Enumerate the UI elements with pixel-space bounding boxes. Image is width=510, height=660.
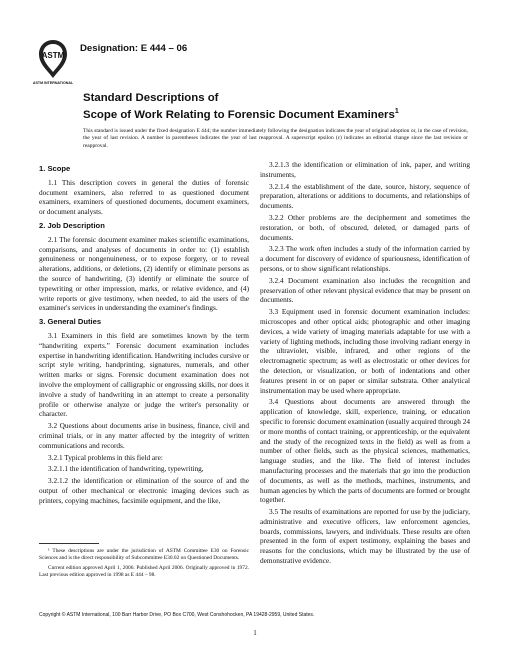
page-number: 1 <box>253 629 257 637</box>
section-heading-job-description: 2. Job Description <box>39 220 105 230</box>
document-title <box>83 92 483 122</box>
paragraph: 3.4 Questions about documents are answered through the application of knowledge, skill, experience, training, or education specific to forensic document examination (usually acquired through 24 or more months of contact training, or apprenticeship, or the equivalent and the study of the recognized texts in the field) as well as from a number of other fields, such as the physical sciences, mathematics, language studies, and the like. The field of interest includes manufacturing processes and the materials that go into the production of documents, as well as the methods, machines, instruments, and human agencies by which the parts of documents are formed or brought together. <box>260 397 470 505</box>
paragraph: 3.3 Equipment used in forensic document examination includes: microscopes and other optical aids; photographic and other imaging devices, a wide variety of imaging materials adaptable for use with a variety of lighting methods, including those involving radiant energy in the ultraviolet, visible, infrared, and other regions of the electromagnetic spectrum; as well as electrostatic or other devices for the detection, or visualization, or both of indentations and other features present in or on paper or similar substrata. Other analytical instrumentation may be used where appropriate. <box>260 307 470 395</box>
issued-note: This standard is issued under the fixed designation E 444; the number immediately following the designation indicates the year of original adoption or, in the case of revision, the year of last revision. A number in parentheses indicates the year of last reapproval. A superscript epsilon (ε) indicates an editorial change since the last revision or reapproval. <box>83 128 468 149</box>
paragraph: 3.1 Examiners in this field are sometimes known by the term “handwriting experts.” Forensic document examination includes expertise in handwriting identification. Handwriting includes cursive or script style writing, handprinting, signatures, numerals, and other written marks or signs. Forensic document examination does not involve the employment of calligraphic or engrossing skills, nor does it involve a study of handwriting in an attempt to create a personality profile or otherwise analyze or judge the writer's personality or character. <box>39 330 249 419</box>
paragraph: 3.2 Questions about documents arise in business, finance, civil and criminal trials, or in any matter affected by the integrity of written communications and records. <box>39 421 249 450</box>
footnote-paragraph: Current edition approved April 1, 2006. Published April 2006. Originally approved in 1972. Last previous edition approved in 1998 as E 444 – 98. <box>39 565 249 578</box>
footnote <box>39 548 249 582</box>
title-footnote-mark: 1 <box>394 108 399 115</box>
section-heading-scope: 1. Scope <box>39 164 71 173</box>
paragraph: 3.2.2 Other problems are the decipherment and sometimes the restoration, or both, of obscured, deleted, or damaged parts of documents. <box>260 212 470 242</box>
astm-logo <box>32 38 74 86</box>
paragraph: 3.2.4 Document examination also includes the recognition and preservation of other relevant physical evidence that may be present on documents. <box>260 275 470 305</box>
paragraph: 3.2.1 Typical problems in this field are: <box>48 452 163 462</box>
section-heading-general-duties: 3. General Duties <box>39 317 102 327</box>
title-line-2: Scope of Work Relating to Forensic Document Examiners$^1$ <box>83 108 399 121</box>
copyright-notice: Copyright © ASTM International, 100 Barr Harbor Drive, PO Box C700, West Conshohocken, PA 19428-2959, United States. <box>39 612 315 618</box>
svg-text:ASTM: ASTM <box>41 51 65 60</box>
left-column <box>39 160 249 508</box>
paragraph: 2.1 The forensic document examiner makes scientific examinations, comparisons, and analyses of documents in order to: (1) establish genuineness or nongenuineness, or to expose forgery, or to reveal alterations, additions, or deletions, (2) identify or eliminate persons as the source of handwriting, (3) identify or eliminate the source of typewriting or other impression, marks, or relative evidence, and (4) write reports or give testimony, when needed, to aid the users of the examiner's services in understanding the examiner's findings. <box>39 234 249 313</box>
footnote-divider <box>39 543 99 544</box>
paragraph: 3.2.3 The work often includes a study of the information carried by a document for discovery of evidence of spuriousness, identification of persons, or to show significant relationships. <box>260 244 470 273</box>
right-column <box>260 160 470 568</box>
title-line-1: Standard Descriptions of <box>83 92 219 104</box>
paragraph: 3.2.1.3 the identification or elimination of ink, paper, and writing instruments, <box>260 160 470 179</box>
svg-text:ASTM INTERNATIONAL: ASTM INTERNATIONAL <box>32 81 74 85</box>
designation: Designation: E 444 – 06 <box>80 43 188 54</box>
paragraph: 3.2.1.4 the establishment of the date, source, history, sequence of preparation, alterations or additions to documents, and relationships of documents. <box>260 181 470 211</box>
paragraph: 3.2.1.1 the identification of handwriting, typewriting, <box>48 464 204 474</box>
paragraph: 3.5 The results of examinations are reported for use by the judiciary, administrative and executive officers, law enforcement agencies, boards, commissions, lawyers, and individuals. These results are often presented in the form of expert testimony, explaining the bases and reasons for the conclusions, which may be illustrated by the use of demonstrative evidence. <box>260 507 470 566</box>
footnote-paragraph: ¹ These descriptions are under the jurisdiction of ASTM Committee E30 on Forensic Sciences and is the direct responsibility of Subcommittee E30.02 on Questioned Documents. <box>39 548 249 561</box>
paragraph: 3.2.1.2 the identification or elimination of the source of and the output of other mechanical or electronic imaging devices such as printers, copying machines, facsimile equipment, and the like, <box>39 476 249 505</box>
paragraph: 1.1 This description covers in general the duties of forensic document examiners, also referred to as questioned document examiners, examiners of questioned documents, document examiners, or document analysts. <box>39 177 249 217</box>
